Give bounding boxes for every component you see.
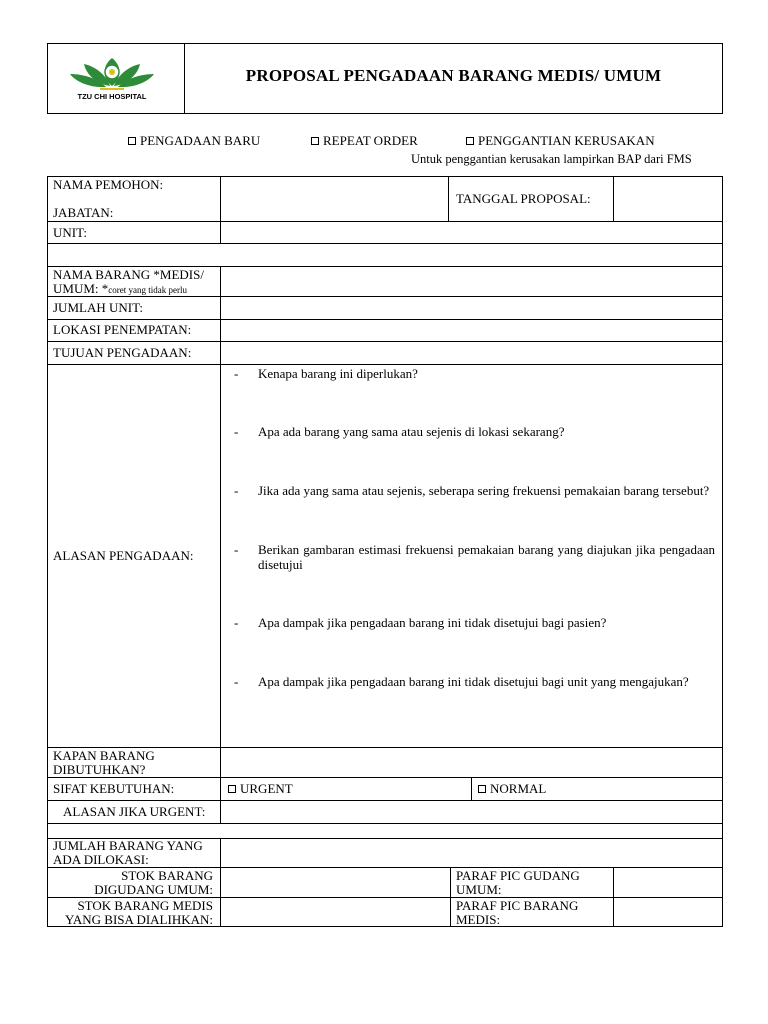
option-repeat-order[interactable]: REPEAT ORDER [311, 133, 418, 148]
option-new[interactable]: PENGADAAN BARU [128, 133, 260, 148]
lotus-logo-icon [66, 52, 158, 92]
label-unit: UNIT: [53, 225, 88, 240]
option-replacement[interactable]: PENGGANTIAN KERUSAKAN [466, 133, 655, 148]
label-jabatan: JABATAN: [53, 205, 114, 220]
question-item: - Berikan gambaran estimasi frekuensi pemakaian barang yang diajukan jika pengadaan disetujui [234, 542, 715, 572]
nama-barang-field[interactable] [221, 267, 722, 296]
stok-gudang-umum-field[interactable] [221, 868, 450, 897]
jumlah-unit-field[interactable] [221, 297, 722, 319]
option-urgent[interactable]: URGENT [228, 781, 293, 796]
page-title: PROPOSAL PENGADAAN BARANG MEDIS/ UMUM [245, 66, 662, 85]
checkbox-icon [128, 137, 136, 145]
label-sifat-kebutuhan: SIFAT KEBUTUHAN: [53, 781, 175, 796]
label-jumlah-unit: JUMLAH UNIT: [53, 300, 143, 315]
label-nama-pemohon: NAMA PEMOHON: [53, 177, 164, 192]
checkbox-icon [466, 137, 474, 145]
label-paraf-gudang-umum-2: UMUM: [456, 882, 502, 897]
lokasi-penempatan-field[interactable] [221, 320, 722, 341]
label-stok-barang-medis: STOK BARANG MEDIS [77, 898, 213, 913]
replacement-note: Untuk penggantian kerusakan lampirkan BAP dari FMS [411, 152, 692, 166]
alasan-urgent-field[interactable] [221, 801, 722, 823]
label-paraf-gudang-umum: PARAF PIC GUDANG [456, 868, 580, 883]
option-normal[interactable]: NORMAL [478, 781, 546, 796]
label-nama-barang-2: UMUM: *coret yang tidak perlu [53, 281, 187, 296]
tanggal-proposal-field[interactable] [614, 177, 722, 221]
label-paraf-barang-medis: PARAF PIC BARANG [456, 898, 579, 913]
label-kapan-barang-2: DIBUTUHKAN? [53, 762, 146, 777]
checkbox-icon [478, 785, 486, 793]
question-item: - Apa ada barang yang sama atau sejenis di lokasi sekarang? [234, 424, 565, 439]
question-item: - Apa dampak jika pengadaan barang ini tidak disetujui bagi unit yang mengajukan? [234, 674, 689, 689]
question-item: - Jika ada yang sama atau sejenis, seberapa sering frekuensi pemakaian barang tersebut? [234, 483, 710, 498]
label-jumlah-barang-lokasi: JUMLAH BARANG YANG [53, 838, 203, 853]
label-jumlah-barang-lokasi-2: ADA DILOKASI: [53, 852, 149, 867]
jumlah-barang-lokasi-field[interactable] [221, 839, 722, 867]
label-stok-barang-medis-2: YANG BISA DIALIHKAN: [64, 912, 213, 927]
label-nama-barang-note: coret yang tidak perlu [108, 285, 187, 295]
checkbox-icon [228, 785, 236, 793]
question-item: - Apa dampak jika pengadaan barang ini tidak disetujui bagi pasien? [234, 615, 607, 630]
label-stok-gudang-umum-2: DIGUDANG UMUM: [94, 882, 213, 897]
label-paraf-barang-medis-2: MEDIS: [456, 912, 501, 927]
nama-pemohon-field[interactable] [221, 177, 448, 221]
logo-text: TZU CHI HOSPITAL [77, 92, 147, 101]
label-nama-barang: NAMA BARANG *MEDIS/ [53, 267, 204, 282]
paraf-barang-medis-field[interactable] [614, 898, 722, 926]
tujuan-pengadaan-field[interactable] [221, 342, 722, 364]
label-alasan-pengadaan: ALASAN PENGADAAN: [53, 548, 194, 563]
label-lokasi-penempatan: LOKASI PENEMPATAN: [53, 322, 192, 337]
paraf-gudang-umum-field[interactable] [614, 868, 722, 897]
label-kapan-barang: KAPAN BARANG [53, 748, 155, 763]
unit-field[interactable] [221, 222, 722, 243]
stok-barang-medis-field[interactable] [221, 898, 450, 926]
question-item: - Kenapa barang ini diperlukan? [234, 366, 418, 381]
label-alasan-urgent: ALASAN JIKA URGENT: [63, 804, 206, 819]
label-tujuan-pengadaan: TUJUAN PENGADAAN: [53, 345, 192, 360]
hospital-logo [66, 52, 158, 104]
checkbox-icon [311, 137, 319, 145]
kapan-barang-field[interactable] [221, 748, 722, 777]
label-tanggal-proposal: TANGGAL PROPOSAL: [456, 191, 591, 206]
label-stok-gudang-umum: STOK BARANG [121, 868, 213, 883]
